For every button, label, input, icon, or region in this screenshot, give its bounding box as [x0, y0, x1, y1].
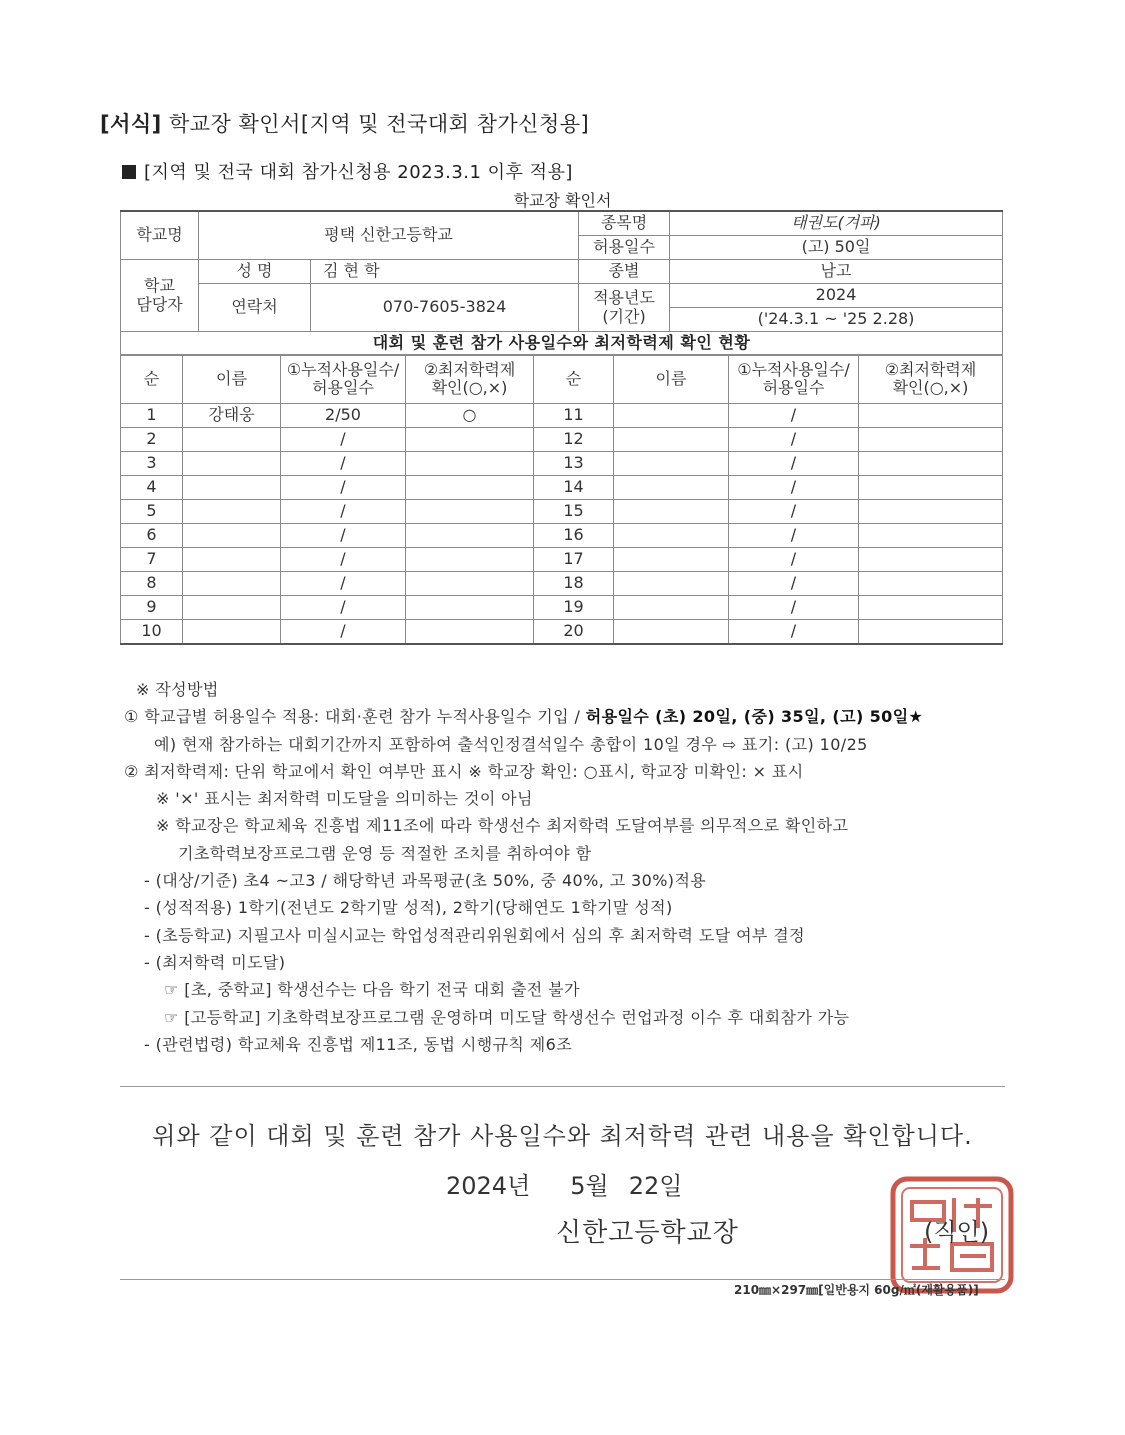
instructions	[124, 676, 924, 1058]
instructions-title: ※ 작성방법	[136, 680, 219, 699]
confirmation-statement: 위와 같이 대회 및 훈련 참가 사용일수와 최저학력 관련 내용을 확인합니다.	[152, 1122, 973, 1150]
table-row	[121, 596, 1003, 620]
name-value: 김 현 학	[311, 260, 579, 284]
seal-label: (직인)	[924, 1218, 990, 1246]
row-name-2	[614, 572, 729, 596]
row-days-2: /	[729, 404, 859, 428]
table-row	[121, 572, 1003, 596]
manager-label-line2: 담당자	[136, 294, 183, 314]
row-check	[406, 548, 534, 572]
row-no-2: 19	[534, 596, 614, 620]
note-1-text: ① 학교급별 허용일수 적용: 대회·훈련 참가 누적사용일수 기입 /	[124, 707, 586, 727]
footer-divider	[120, 1279, 1005, 1280]
col-no-2: 순	[534, 355, 614, 404]
col-check-2-line2: 확인(○,×)	[892, 378, 969, 397]
row-name-2	[614, 500, 729, 524]
col-check-2-line1: ②최저학력제	[884, 359, 977, 379]
col-check-line1: ②최저학력제	[423, 359, 516, 379]
row-no-2: 18	[534, 572, 614, 596]
row-no-2: 16	[534, 524, 614, 548]
row-days: /	[281, 452, 406, 476]
category-label: 종별	[579, 260, 670, 284]
note-12: ☞ [고등학교] 기초학력보장프로그램 운영하며 미도달 학생선수 런업과정 이수 후 대회참가 가능	[164, 1007, 850, 1027]
table-row	[121, 500, 1003, 524]
row-check	[406, 620, 534, 645]
note-11: ☞ [초, 중학교] 학생선수는 다음 학기 전국 대회 출전 불가	[164, 980, 580, 1000]
row-check-2	[859, 620, 1003, 645]
note-1-bold: 허용일수 (초) 20일, (중) 35일, (고) 50일★	[585, 707, 924, 727]
row-name-2	[614, 476, 729, 500]
note-1	[124, 703, 923, 730]
date-day: 22일	[628, 1172, 683, 1200]
paper-spec: 210㎜×297㎜[일반용지 60g/㎡(재활용품)]	[734, 1283, 979, 1297]
row-name-2	[614, 596, 729, 620]
row-days-2: /	[729, 572, 859, 596]
row-days-2: /	[729, 548, 859, 572]
note-7: - (대상/기준) 초4 ~고3 / 해당학년 과목평균(초 50%, 중 40%, 고 30%)적용	[144, 871, 707, 891]
row-days-2: /	[729, 476, 859, 500]
row-name	[183, 596, 281, 620]
row-name	[183, 572, 281, 596]
row-name	[183, 428, 281, 452]
divider	[120, 1086, 1005, 1087]
principal-name: 신한고등학교장	[556, 1218, 739, 1248]
row-name-2	[614, 620, 729, 645]
note-5: ※ 학교장은 학교체육 진흥법 제11조에 따라 학생선수 최저학력 도달여부를 의무적으로 확인하고	[156, 816, 849, 836]
row-name	[183, 500, 281, 524]
col-days-line1: ①누적사용일수/	[286, 359, 400, 379]
form-title-text: 학교장 확인서[지역 및 전국대회 참가신청용]	[168, 112, 590, 136]
row-no-2: 20	[534, 620, 614, 645]
col-no: 순	[121, 355, 183, 404]
row-no-2: 12	[534, 428, 614, 452]
col-days-2-line2: 허용일수	[762, 378, 825, 397]
school-value: 평택 신한고등학교	[199, 211, 579, 260]
col-name: 이름	[183, 355, 281, 404]
row-name	[183, 452, 281, 476]
row-no: 10	[121, 620, 183, 645]
year-label	[579, 284, 670, 332]
row-check	[406, 596, 534, 620]
school-label: 학교명	[121, 211, 199, 260]
row-check	[406, 476, 534, 500]
row-no-2: 15	[534, 500, 614, 524]
contact-value: 070-7605-3824	[311, 284, 579, 332]
col-name-2: 이름	[614, 355, 729, 404]
note-4: ※ '×' 표시는 최저학력 미도달을 의미하는 것이 아님	[156, 789, 533, 809]
col-days	[281, 355, 406, 404]
row-no: 4	[121, 476, 183, 500]
row-no: 2	[121, 428, 183, 452]
row-name	[183, 524, 281, 548]
row-days-2: /	[729, 452, 859, 476]
event-value: 태권도(겨파)	[670, 211, 1003, 236]
row-days-2: /	[729, 524, 859, 548]
row-check-2	[859, 524, 1003, 548]
row-days: 2/50	[281, 404, 406, 428]
table-row	[121, 620, 1003, 645]
col-check-line2: 확인(○,×)	[431, 378, 508, 397]
row-days: /	[281, 500, 406, 524]
col-days-2-line1: ①누적사용일수/	[737, 359, 850, 379]
year-label-line1: 적용년도	[593, 288, 655, 308]
row-name-2	[614, 428, 729, 452]
year-value: 2024	[670, 284, 1003, 308]
row-no: 8	[121, 572, 183, 596]
usage-table	[120, 354, 1003, 645]
row-name-2	[614, 452, 729, 476]
note-6: 기초학력보장프로그램 운영 등 적절한 조치를 취하여야 함	[178, 843, 592, 863]
row-no-2: 13	[534, 452, 614, 476]
row-days: /	[281, 524, 406, 548]
col-days-line2: 허용일수	[312, 378, 374, 397]
name-label: 성 명	[199, 260, 311, 284]
allowed-days-value: (고) 50일	[670, 236, 1003, 260]
row-no: 6	[121, 524, 183, 548]
year-label-line2: (기간)	[602, 306, 646, 326]
note-2: 예) 현재 참가하는 대회기간까지 포함하여 출석인정결석일수 총합이 10일 경우 ⇨ 표기: (고) 10/25	[154, 734, 868, 754]
row-no-2: 11	[534, 404, 614, 428]
row-days: /	[281, 596, 406, 620]
table-row	[121, 428, 1003, 452]
note-8: - (성적적용) 1학기(전년도 2학기말 성적), 2학기(당해연도 1학기말 성적)	[144, 898, 673, 918]
row-check-2	[859, 500, 1003, 524]
row-days: /	[281, 428, 406, 452]
row-no: 3	[121, 452, 183, 476]
row-name-2	[614, 404, 729, 428]
category-value: 남고	[670, 260, 1003, 284]
square-bullet-icon	[122, 165, 136, 179]
row-days: /	[281, 620, 406, 645]
info-table	[120, 210, 1003, 356]
row-days: /	[281, 572, 406, 596]
row-name	[183, 476, 281, 500]
row-days: /	[281, 476, 406, 500]
row-check-2	[859, 548, 1003, 572]
row-check-2	[859, 428, 1003, 452]
note-13: - (관련법령) 학교체육 진흥법 제11조, 동법 시행규칙 제6조	[144, 1034, 573, 1054]
row-name	[183, 620, 281, 645]
subtitle	[122, 158, 573, 184]
event-label: 종목명	[579, 211, 670, 236]
row-no: 7	[121, 548, 183, 572]
table-row	[121, 404, 1003, 428]
row-check-2	[859, 572, 1003, 596]
row-check	[406, 524, 534, 548]
row-check-2	[859, 596, 1003, 620]
col-days-2	[729, 355, 859, 404]
period-value: ('24.3.1 ~ '25 2.28)	[670, 308, 1003, 332]
row-days-2: /	[729, 428, 859, 452]
date	[446, 1166, 682, 1201]
row-days-2: /	[729, 596, 859, 620]
row-name-2	[614, 524, 729, 548]
row-check	[406, 428, 534, 452]
table-row	[121, 548, 1003, 572]
col-check-2	[859, 355, 1003, 404]
row-check-2	[859, 476, 1003, 500]
note-3: ② 최저학력제: 단위 학교에서 확인 여부만 표시 ※ 학교장 확인: ○표시, 학교장 미확인: × 표시	[124, 761, 804, 781]
row-name: 강태웅	[183, 404, 281, 428]
row-no: 1	[121, 404, 183, 428]
row-no-2: 17	[534, 548, 614, 572]
row-days: /	[281, 548, 406, 572]
col-check	[406, 355, 534, 404]
row-days-2: /	[729, 500, 859, 524]
table-row	[121, 476, 1003, 500]
row-name	[183, 548, 281, 572]
row-check	[406, 500, 534, 524]
row-no: 5	[121, 500, 183, 524]
note-9: - (초등학교) 지필고사 미실시교는 학업성적관리위원회에서 심의 후 최저학력 도달 여부 결정	[144, 925, 805, 945]
allowed-days-label: 허용일수	[579, 236, 670, 260]
note-10: - (최저학력 미도달)	[144, 952, 286, 972]
row-check	[406, 452, 534, 476]
form-title	[100, 108, 589, 138]
table-row	[121, 524, 1003, 548]
row-no: 9	[121, 596, 183, 620]
manager-label	[121, 260, 199, 332]
table-row	[121, 452, 1003, 476]
row-check-2	[859, 452, 1003, 476]
form-label: [서식]	[100, 112, 162, 136]
row-name-2	[614, 548, 729, 572]
row-check-2	[859, 404, 1003, 428]
contact-label: 연락처	[199, 284, 311, 332]
section-title: 대회 및 훈련 참가 사용일수와 최저학력제 확인 현황	[121, 332, 1003, 356]
date-year: 2024년	[446, 1172, 531, 1200]
row-check	[406, 572, 534, 596]
doc-title: 학교장 확인서	[513, 191, 612, 210]
row-check: ○	[406, 404, 534, 428]
subtitle-text: [지역 및 전국 대회 참가신청용 2023.3.1 이후 적용]	[144, 162, 573, 183]
manager-label-line1: 학교	[144, 276, 175, 296]
date-month: 5월	[570, 1172, 609, 1200]
row-no-2: 14	[534, 476, 614, 500]
row-days-2: /	[729, 620, 859, 645]
